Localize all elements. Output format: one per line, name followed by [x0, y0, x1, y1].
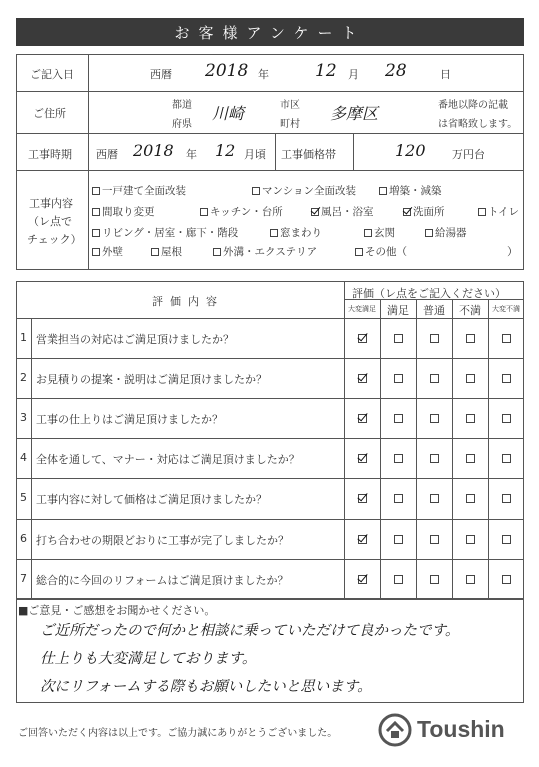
question-text: 全体を通して、マナー・対応はご満足頂けましたか？	[36, 453, 300, 467]
price-label: 工事価格帯	[281, 148, 336, 161]
question-number: 1	[20, 331, 27, 344]
date-label: ご記入日	[30, 68, 74, 81]
checked-rating-checkbox-icon[interactable]	[358, 494, 367, 503]
checked-rating-checkbox-icon[interactable]	[358, 334, 367, 343]
rating-checkbox-icon[interactable]	[466, 454, 475, 463]
question-text: 打ち合わせの期限どおりに工事が完了しましたか？	[36, 533, 289, 547]
rating-checkbox-icon[interactable]	[430, 374, 439, 383]
work-type-option[interactable]	[425, 225, 467, 240]
work-type-option-label: 玄関	[374, 227, 395, 239]
checked-rating-checkbox-icon[interactable]	[358, 575, 367, 584]
checked-rating-checkbox-icon[interactable]	[358, 414, 367, 423]
rating-checkbox-icon[interactable]	[502, 414, 511, 423]
content-label-1: 工事内容	[29, 197, 73, 210]
rating-checkbox-icon[interactable]	[466, 494, 475, 503]
date-month[interactable]: 12	[315, 61, 337, 81]
checkbox-icon[interactable]	[252, 187, 260, 195]
work-type-option-label: 外溝・エクステリア	[223, 246, 318, 258]
question-number: 3	[20, 411, 27, 425]
checked-checkbox-icon[interactable]	[403, 208, 411, 216]
rating-checkbox-icon[interactable]	[502, 575, 511, 584]
survey-table	[16, 281, 524, 599]
comment-line-1[interactable]: ご近所だったので何かと相談に乗っていただけて良かったです。	[40, 623, 460, 639]
rating-checkbox-icon[interactable]	[394, 334, 403, 343]
checkbox-icon[interactable]	[200, 208, 208, 216]
rating-scale-label: 普通	[423, 304, 445, 317]
checkbox-icon[interactable]	[151, 248, 159, 256]
question-text: お見積りの提案・説明はご満足頂けましたか？	[36, 373, 267, 387]
rating-scale-label: 大変不満	[492, 305, 520, 313]
work-type-option[interactable]	[478, 204, 519, 219]
checkbox-icon[interactable]	[364, 229, 372, 237]
work-type-option[interactable]	[311, 204, 374, 219]
work-type-option-label: 洗面所	[413, 206, 445, 218]
city-value[interactable]: 多摩区	[330, 104, 379, 123]
work-type-option[interactable]	[379, 183, 442, 198]
rating-checkbox-icon[interactable]	[466, 575, 475, 584]
checkbox-icon[interactable]	[478, 208, 486, 216]
question-text: 工事内容に対して価格はご満足頂けましたか？	[36, 493, 267, 507]
rating-checkbox-icon[interactable]	[394, 575, 403, 584]
checked-checkbox-icon[interactable]	[311, 208, 319, 216]
checkbox-icon[interactable]	[379, 187, 387, 195]
checkbox-icon[interactable]	[355, 248, 363, 256]
work-type-option-label: 間取り変更	[102, 206, 155, 218]
work-type-option-label: 窓まわり	[280, 227, 322, 239]
pref-value[interactable]: 川崎	[212, 104, 245, 123]
rating-checkbox-icon[interactable]	[466, 374, 475, 383]
checkbox-icon[interactable]	[92, 187, 100, 195]
address-note-1: 番地以降の記載	[438, 100, 508, 111]
city-label-bottom: 町村	[280, 119, 300, 130]
checkbox-icon[interactable]	[270, 229, 278, 237]
work-type-option[interactable]	[92, 183, 186, 198]
checkbox-icon[interactable]	[92, 248, 100, 256]
rating-checkbox-icon[interactable]	[430, 414, 439, 423]
date-year[interactable]: 2018	[205, 61, 249, 81]
rating-checkbox-icon[interactable]	[502, 494, 511, 503]
city-label-top: 市区	[280, 100, 300, 111]
survey-title: お客様アンケート	[16, 18, 524, 46]
work-type-option[interactable]	[355, 244, 407, 259]
work-type-option[interactable]	[92, 225, 238, 240]
question-number: 4	[20, 451, 27, 465]
work-type-option[interactable]	[92, 244, 123, 259]
address-note-2: は省略致します。	[438, 119, 518, 130]
rating-checkbox-icon[interactable]	[466, 535, 475, 544]
work-type-option[interactable]	[403, 204, 445, 219]
comment-line-2[interactable]: 仕上りも大変満足しております。	[40, 651, 257, 667]
date-year-unit: 年	[258, 68, 269, 81]
rating-checkbox-icon[interactable]	[430, 494, 439, 503]
work-type-option-label: 給湯器	[435, 227, 467, 239]
work-type-option-label: 風呂・浴室	[321, 206, 374, 218]
brand-name: Toushin	[417, 716, 505, 742]
rating-checkbox-icon[interactable]	[430, 535, 439, 544]
checked-rating-checkbox-icon[interactable]	[358, 374, 367, 383]
rating-checkbox-icon[interactable]	[502, 454, 511, 463]
work-type-option-label: 一戸建て全面改装	[102, 185, 186, 197]
price-value[interactable]: 120	[395, 141, 426, 160]
work-type-option-label: マンション全面改装	[262, 185, 357, 197]
period-month[interactable]: 12	[215, 141, 236, 160]
content-header: 評価内容	[152, 295, 224, 308]
date-month-unit: 月	[348, 68, 359, 81]
footer-note: ご回答いただく内容は以上です。ご協力誠にありがとうございました。	[18, 728, 338, 739]
question-number: 6	[20, 531, 27, 545]
period-year-unit: 年	[186, 148, 197, 161]
content-label-2: （レ点で	[28, 215, 72, 228]
work-type-option-label: その他（	[365, 246, 407, 258]
work-type-option[interactable]	[213, 244, 317, 259]
question-text: 総合的に今回のリフォームはご満足頂けましたか？	[36, 573, 289, 587]
work-type-option[interactable]	[252, 183, 356, 198]
pref-label-top: 都道	[172, 100, 192, 111]
rating-checkbox-icon[interactable]	[430, 334, 439, 343]
price-unit: 万円台	[452, 148, 485, 161]
period-year[interactable]: 2018	[133, 141, 174, 160]
checkbox-icon[interactable]	[213, 248, 221, 256]
address-label: ご住所	[33, 107, 66, 120]
other-close: ）	[507, 245, 518, 258]
rating-checkbox-icon[interactable]	[466, 334, 475, 343]
rating-checkbox-icon[interactable]	[502, 374, 511, 383]
question-text: 営業担当の対応はご満足頂けましたか？	[36, 333, 234, 346]
work-type-option-label: 屋根	[161, 246, 182, 258]
work-type-option-label: リビング・居室・廊下・階段	[102, 227, 239, 239]
pref-label-bottom: 府県	[172, 119, 192, 130]
period-label: 工事時期	[28, 148, 72, 161]
checkbox-icon[interactable]	[92, 229, 100, 237]
rating-checkbox-icon[interactable]	[502, 535, 511, 544]
rating-checkbox-icon[interactable]	[466, 414, 475, 423]
content-label-3: チェック）	[27, 233, 82, 246]
checked-rating-checkbox-icon[interactable]	[358, 454, 367, 463]
work-type-option[interactable]	[270, 225, 322, 240]
house-logo-icon	[378, 713, 412, 747]
rating-checkbox-icon[interactable]	[394, 494, 403, 503]
work-type-option[interactable]	[151, 244, 182, 259]
rating-checkbox-icon[interactable]	[394, 414, 403, 423]
question-number: 5	[20, 491, 27, 505]
work-type-option[interactable]	[200, 204, 283, 219]
date-era: 西暦	[150, 68, 172, 81]
date-day-unit: 日	[440, 68, 451, 81]
rating-checkbox-icon[interactable]	[502, 334, 511, 343]
rating-header: 評価（レ点をご記入ください）	[352, 287, 506, 300]
work-type-option[interactable]	[92, 204, 155, 219]
checked-rating-checkbox-icon[interactable]	[358, 535, 367, 544]
date-day[interactable]: 28	[385, 61, 407, 81]
rating-checkbox-icon[interactable]	[394, 535, 403, 544]
work-type-option-label: 外壁	[102, 246, 123, 258]
work-type-option[interactable]	[364, 225, 395, 240]
period-month-unit: 月頃	[244, 148, 266, 161]
rating-scale-label: 不満	[459, 304, 481, 317]
checkbox-icon[interactable]	[425, 229, 433, 237]
work-type-option-label: トイレ	[488, 206, 519, 218]
comment-heading: ■ご意見・ご感想をお聞かせください。	[18, 604, 216, 617]
rating-scale-label: 満足	[387, 304, 409, 317]
work-type-option-label: キッチン・台所	[210, 206, 283, 218]
rating-checkbox-icon[interactable]	[394, 454, 403, 463]
period-era: 西暦	[96, 148, 118, 161]
question-number: 7	[20, 571, 27, 585]
checkbox-icon[interactable]	[92, 208, 100, 216]
comment-line-3[interactable]: 次にリフォームする際もお願いしたいと思います。	[40, 679, 372, 695]
work-type-option-label: 増築・減築	[389, 185, 442, 197]
rating-scale-label: 大変満足	[348, 305, 376, 313]
rating-checkbox-icon[interactable]	[394, 374, 403, 383]
rating-checkbox-icon[interactable]	[430, 454, 439, 463]
question-number: 2	[20, 371, 27, 385]
rating-checkbox-icon[interactable]	[430, 575, 439, 584]
question-text: 工事の仕上りはご満足頂けましたか？	[36, 413, 223, 427]
